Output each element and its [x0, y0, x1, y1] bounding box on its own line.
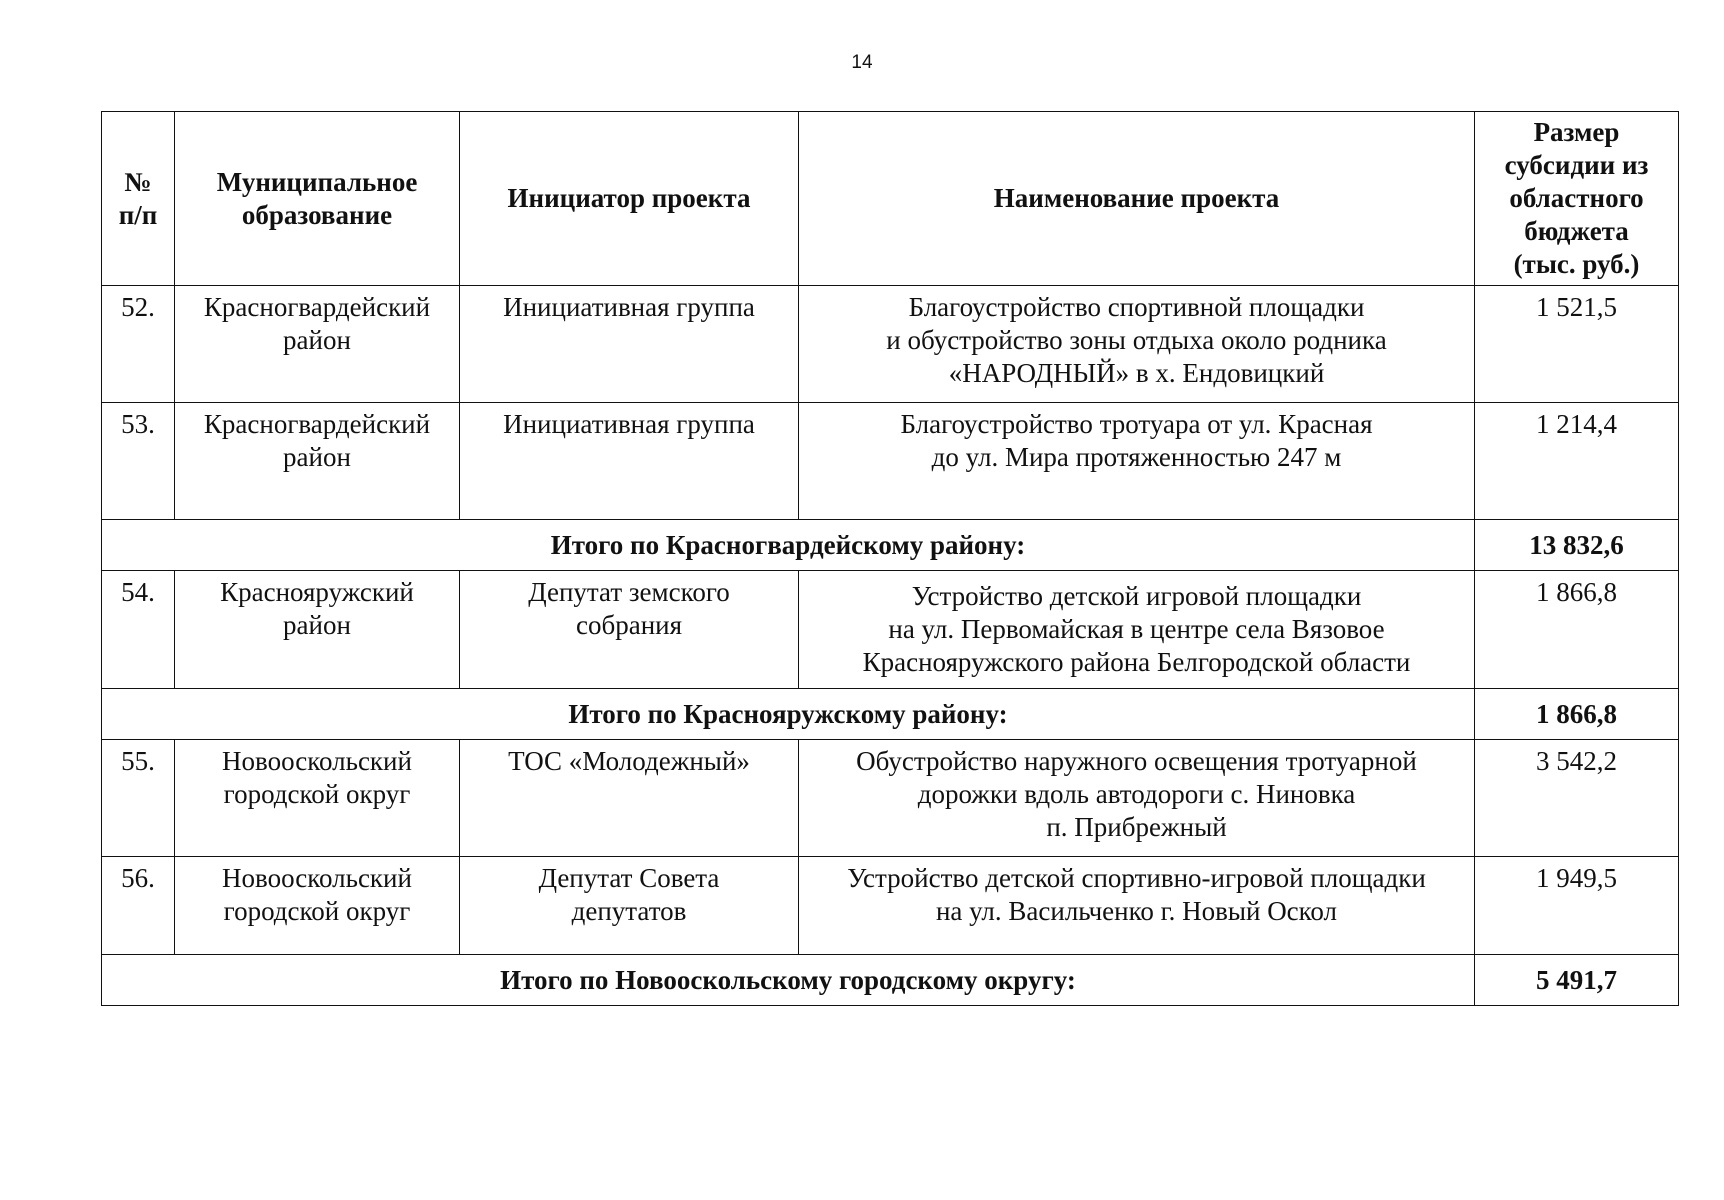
header-project: Наименование проекта — [799, 112, 1475, 286]
initiator-cell: Инициативная группа — [460, 403, 799, 520]
subsidy-cell: 1 521,5 — [1475, 286, 1679, 403]
subsidy-cell: 3 542,2 — [1475, 740, 1679, 857]
municipality-cell: Новооскольский городской округ — [175, 857, 460, 955]
table-row — [102, 286, 1679, 403]
project-name-cell: Благоустройство спортивной площадки и обустройство зоны отдыха около родника «НАРОДНЫЙ» в х. Ендовицкий — [799, 286, 1475, 403]
table-row — [102, 857, 1679, 955]
table-row — [102, 403, 1679, 520]
total-value: 5 491,7 — [1475, 955, 1679, 1006]
total-row — [102, 689, 1679, 740]
subsidy-cell: 1 866,8 — [1475, 571, 1679, 689]
total-label: Итого по Красногвардейскому району: — [102, 520, 1475, 571]
row-number: 54. — [102, 571, 175, 689]
table-header-row — [102, 112, 1679, 286]
row-number: 56. — [102, 857, 175, 955]
initiator-cell: Депутат земского собрания — [460, 571, 799, 689]
total-row — [102, 955, 1679, 1006]
project-name-cell: Обустройство наружного освещения тротуарной дорожки вдоль автодороги с. Ниновка п. Прибрежный — [799, 740, 1475, 857]
initiator-cell: Инициативная группа — [460, 286, 799, 403]
total-label: Итого по Новооскольскому городскому округу: — [102, 955, 1475, 1006]
total-row — [102, 520, 1679, 571]
table-row — [102, 740, 1679, 857]
municipality-cell: Краснояружский район — [175, 571, 460, 689]
subsidy-table — [101, 111, 1679, 1006]
header-num: № п/п — [102, 112, 175, 286]
total-value: 1 866,8 — [1475, 689, 1679, 740]
table-row — [102, 571, 1679, 689]
municipality-cell: Новооскольский городской округ — [175, 740, 460, 857]
header-initiator: Инициатор проекта — [460, 112, 799, 286]
project-name-cell: Устройство детской спортивно-игровой площадки на ул. Васильченко г. Новый Оскол — [799, 857, 1475, 955]
municipality-cell: Красногвардейский район — [175, 403, 460, 520]
total-value: 13 832,6 — [1475, 520, 1679, 571]
row-number: 53. — [102, 403, 175, 520]
initiator-cell: ТОС «Молодежный» — [460, 740, 799, 857]
project-name-cell: Устройство детской игровой площадки на ул. Первомайская в центре села Вязовое Краснояружского района Белгородской области — [799, 571, 1475, 689]
subsidy-cell: 1 214,4 — [1475, 403, 1679, 520]
header-subsidy: Размер субсидии из областного бюджета (тыс. руб.) — [1475, 112, 1679, 286]
total-label: Итого по Краснояружскому району: — [102, 689, 1475, 740]
header-municipality: Муниципальное образование — [175, 112, 460, 286]
municipality-cell: Красногвардейский район — [175, 286, 460, 403]
page-number: 14 — [851, 52, 873, 73]
row-number: 52. — [102, 286, 175, 403]
initiator-cell: Депутат Совета депутатов — [460, 857, 799, 955]
project-name-cell: Благоустройство тротуара от ул. Красная до ул. Мира протяженностью 247 м — [799, 403, 1475, 520]
subsidy-cell: 1 949,5 — [1475, 857, 1679, 955]
row-number: 55. — [102, 740, 175, 857]
